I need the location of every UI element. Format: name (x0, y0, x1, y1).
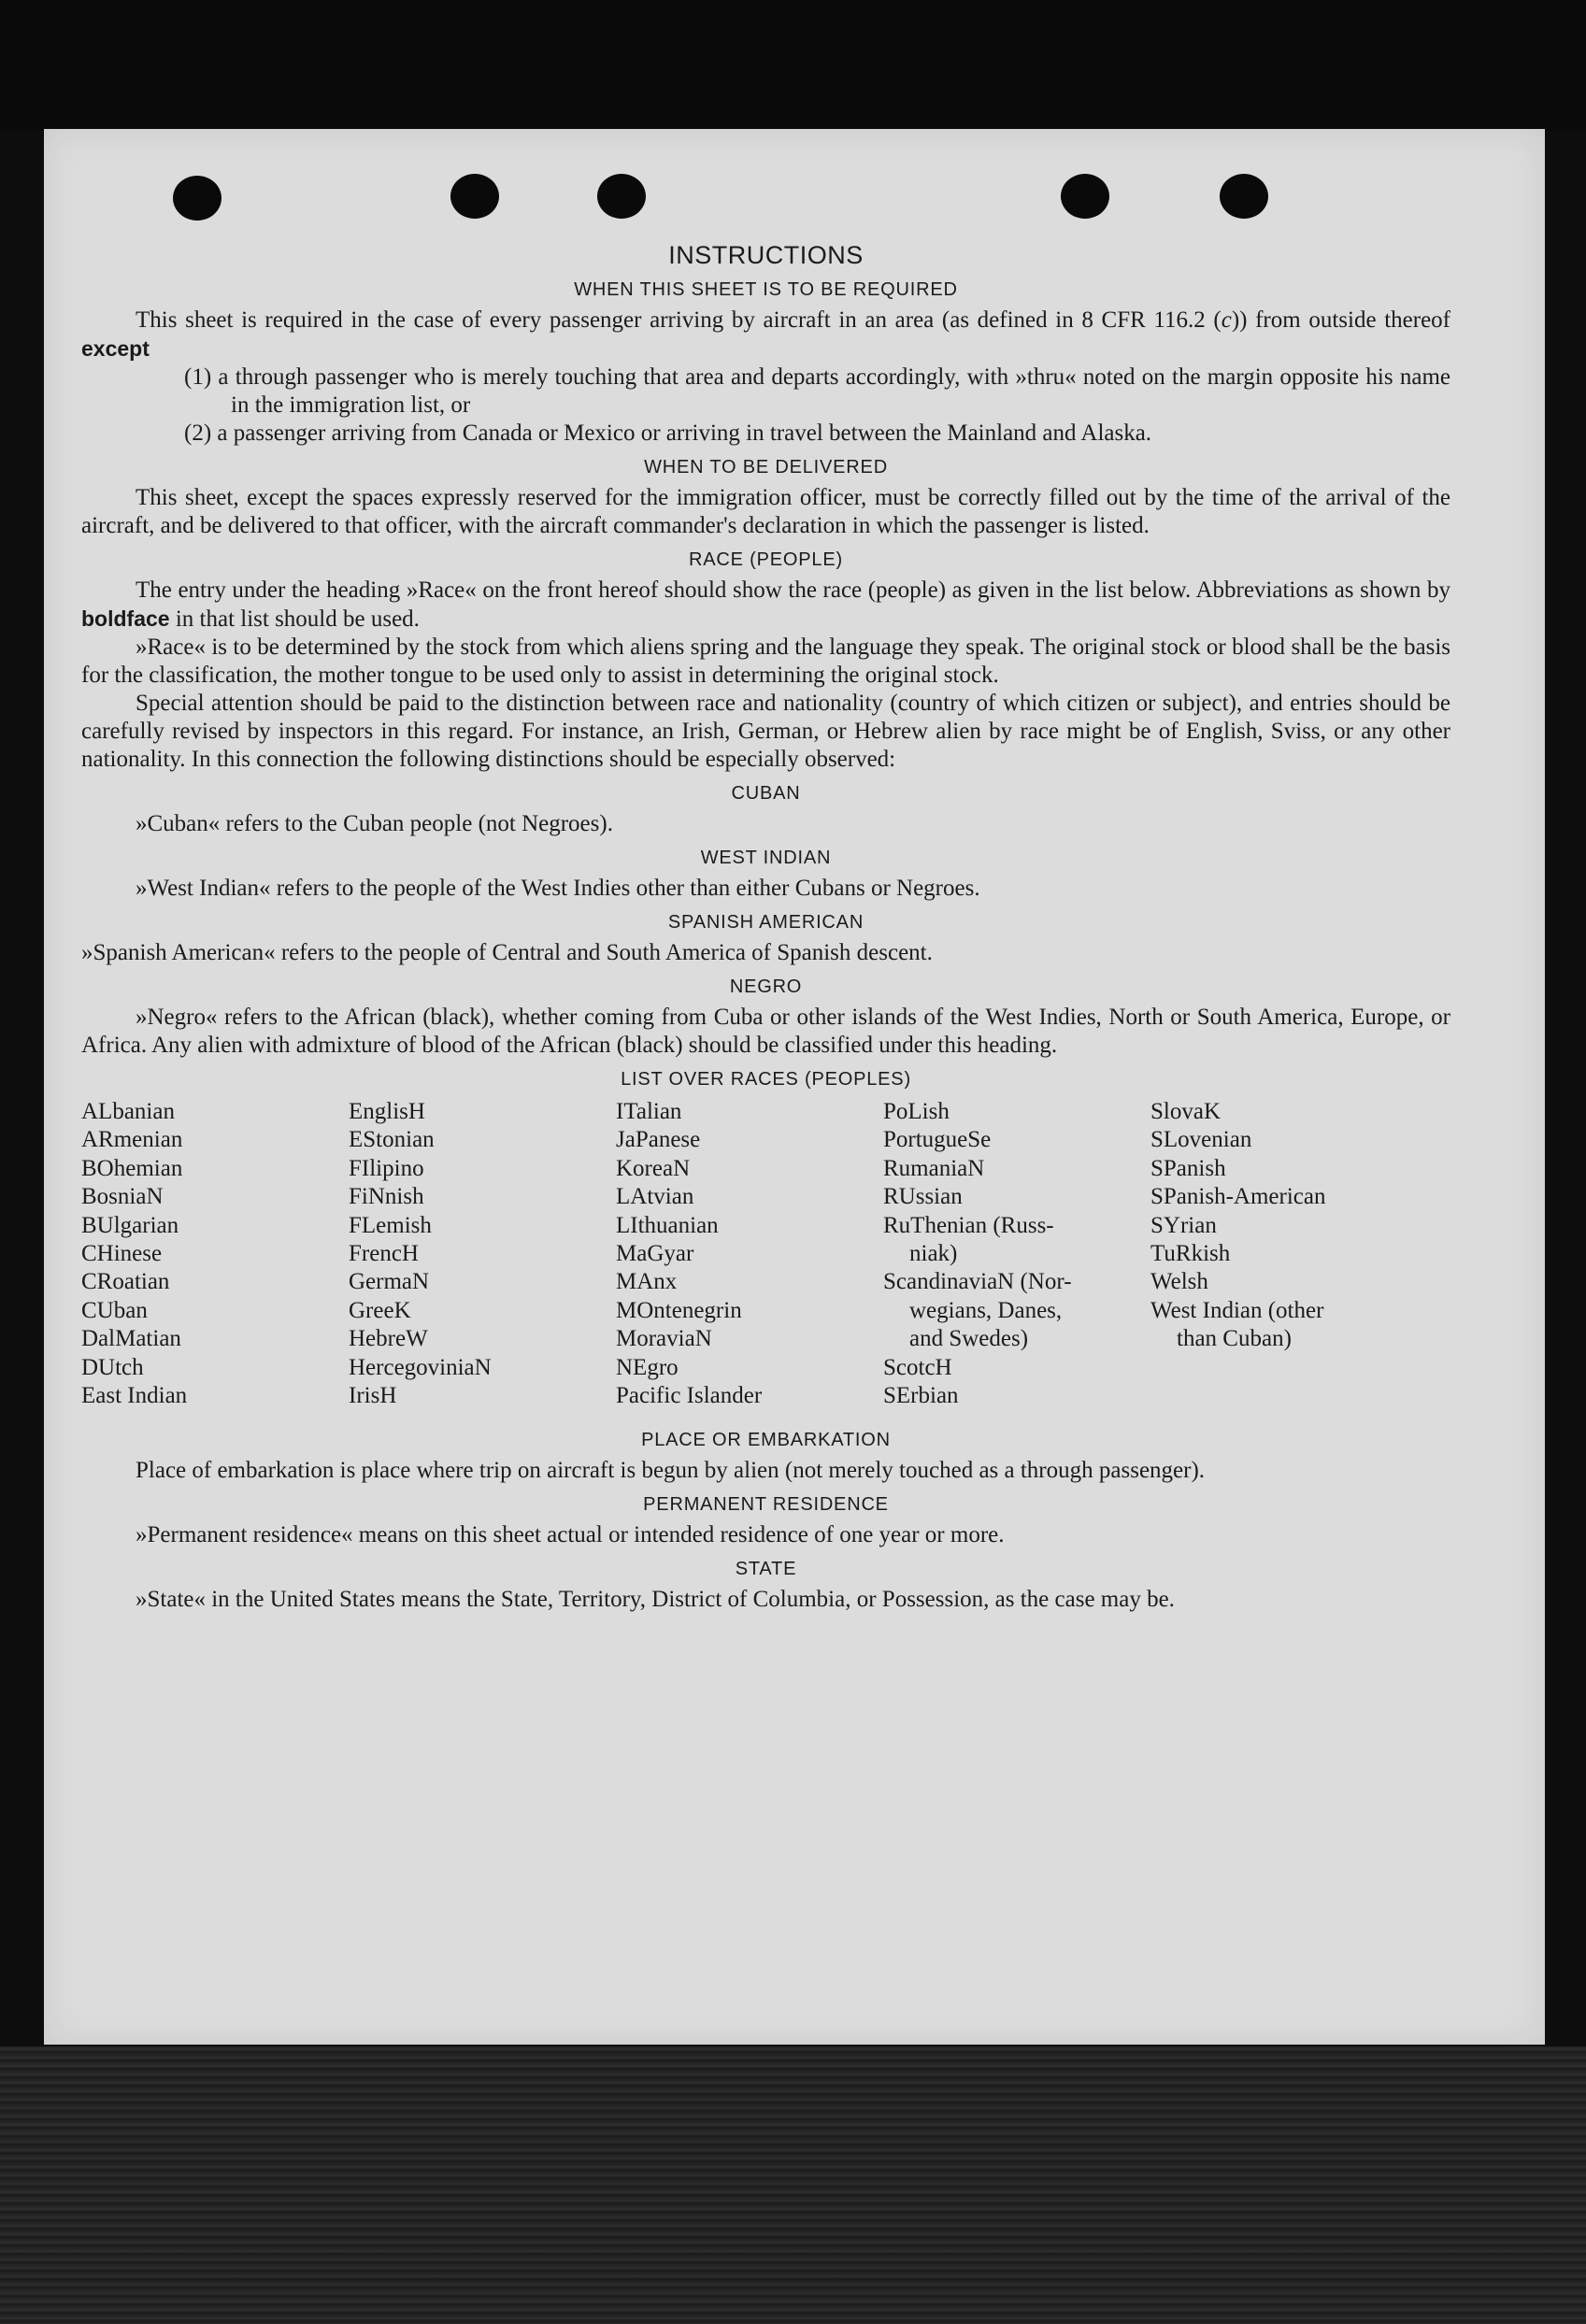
race-list-item: MOntenegrin (616, 1297, 742, 1323)
race-list-item: Welsh (1150, 1269, 1208, 1295)
race-list-item: RumaniaN (883, 1155, 985, 1181)
state-text: »State« in the United States means the State, Territory, District of Columbia, or Possession, as the case may be. (136, 1587, 1175, 1612)
section-heading-state: STATE (735, 1559, 797, 1579)
race-list-item: NEgro (616, 1354, 679, 1380)
race-list-item: and Swedes) (909, 1326, 1029, 1352)
section-heading-spanish-american: SPANISH AMERICAN (667, 912, 864, 933)
cuban-text: »Cuban« refers to the Cuban people (not Negroes). (136, 811, 613, 836)
except-bold: except (81, 336, 150, 361)
race-list-item: ScotcH (883, 1354, 952, 1380)
race-paragraph-3: Special attention should be paid to the distinction between race and nationality (country of which citizen or subject), and entries should be carefully revised by inspectors in this regard. For instance, an Irish, German, or Hebrew alien by race might be of English, Sviss, or any other nationality. In this connection the following distinctions should be especially observed: (81, 691, 1450, 772)
race-list-item: RUssian (883, 1184, 963, 1210)
section-heading-races-list: LIST OVER RACES (PEOPLES) (621, 1069, 911, 1090)
race-list-item: CHinese (81, 1241, 163, 1267)
required-item-1: (1) a through passenger who is merely touching that area and departs accordingly, with »thru« noted on the margin opposite his name in the immigration list, or (184, 364, 1450, 418)
race-list-item: ALbanian (81, 1099, 175, 1124)
section-heading-delivered: WHEN TO BE DELIVERED (644, 457, 888, 478)
race-list-item: TuRkish (1150, 1241, 1231, 1267)
punch-hole (450, 174, 499, 219)
races-list (81, 1098, 1450, 1420)
race-list-item: FLemish (349, 1212, 432, 1238)
race-list-item: JaPanese (616, 1127, 701, 1153)
race-p1-text-2: in that list should be used. (169, 606, 420, 632)
race-list-item: than Cuban) (1177, 1326, 1292, 1352)
race-list-item: KoreaN (616, 1155, 691, 1181)
race-list-item: Pacific Islander (616, 1383, 763, 1409)
races-column-2 (349, 1098, 492, 1410)
race-list-item: ARmenian (81, 1127, 183, 1153)
race-list-item: GreeK (349, 1297, 411, 1323)
section-heading-west-indian: WEST INDIAN (700, 848, 832, 868)
scan-background-bottom (0, 2046, 1586, 2324)
required-intro-text: This sheet is required in the case of every passenger arriving by aircraft in an area (as defined in 8 CFR 116.2 ( (136, 307, 1222, 333)
race-list-item: SYrian (1150, 1212, 1217, 1238)
required-intro-text-2: )) from outside thereof (1231, 307, 1450, 333)
race-list-item: PortugueSe (883, 1127, 992, 1153)
page-title: INSTRUCTIONS (668, 241, 864, 269)
race-list-item: MaGyar (616, 1241, 694, 1267)
section-heading-embarkation: PLACE OR EMBARKATION (641, 1430, 891, 1450)
instructions-content (81, 241, 1450, 1614)
race-list-item: DUtch (81, 1354, 144, 1380)
race-list-item: ITalian (616, 1099, 682, 1124)
required-intro-italic: c (1221, 307, 1232, 333)
race-p1-text: The entry under the heading »Race« on the front hereof should show the race (people) as given in the list below. Abbreviations as shown by (136, 577, 1450, 603)
punch-hole (1220, 174, 1268, 219)
document-sheet (44, 129, 1545, 2045)
race-list-item: wegians, Danes, (909, 1297, 1063, 1323)
section-heading-negro: NEGRO (729, 977, 803, 997)
embarkation-text: Place of embarkation is place where trip on aircraft is begun by alien (not merely touched as a through passenger). (136, 1458, 1206, 1483)
race-list-item: MoraviaN (616, 1326, 712, 1352)
west-indian-text: »West Indian« refers to the people of the West Indies other than either Cubans or Negroes. (136, 876, 980, 901)
races-column-5 (1150, 1098, 1325, 1354)
residence-text: »Permanent residence« means on this sheet actual or intended residence of one year or more. (136, 1522, 1005, 1547)
section-heading-residence: PERMANENT RESIDENCE (643, 1494, 889, 1515)
race-list-item: DalMatian (81, 1326, 181, 1352)
race-list-item: BUlgarian (81, 1212, 179, 1238)
race-list-item: FiNnish (349, 1184, 424, 1210)
race-list-item: CRoatian (81, 1269, 170, 1295)
scan-background-top (0, 0, 1586, 131)
section-heading-race: RACE (PEOPLE) (689, 549, 843, 570)
race-list-item: LAtvian (616, 1184, 694, 1210)
race-list-item: niak) (909, 1241, 958, 1267)
required-item-2: (2) a passenger arriving from Canada or Mexico or arriving in travel between the Mainland and Alaska. (184, 421, 1152, 446)
required-intro (81, 307, 1450, 364)
section-heading-required: WHEN THIS SHEET IS TO BE REQUIRED (574, 279, 958, 300)
spanish-american-text: »Spanish American« refers to the people of Central and South America of Spanish descent. (81, 940, 933, 965)
negro-text: »Negro« refers to the African (black), whether coming from Cuba or other islands of the West Indies, North or South America, Europe, or Africa. Any alien with admixture of blood of the African (black) should be classified under this heading. (81, 1005, 1450, 1058)
punch-hole (173, 176, 221, 221)
race-list-item: BosniaN (81, 1184, 164, 1210)
race-list-item: BOhemian (81, 1155, 183, 1181)
race-paragraph-1 (81, 577, 1450, 634)
race-list-item: EStonian (349, 1127, 435, 1153)
race-list-item: PoLish (883, 1099, 950, 1124)
punch-hole (597, 174, 646, 219)
race-list-item: ScandinaviaN (Nor- (883, 1269, 1072, 1295)
race-list-item: EnglisH (349, 1099, 425, 1124)
delivered-text: This sheet, except the spaces expressly reserved for the immigration officer, must be correctly filled out by the time of the arrival of the aircraft, and be delivered to that officer, with the aircraft commander's declaration in which the passenger is listed. (81, 485, 1450, 538)
races-column-4 (883, 1098, 1072, 1410)
race-list-item: HercegoviniaN (349, 1354, 492, 1380)
race-list-item: FIlipino (349, 1155, 424, 1181)
races-column-3 (616, 1098, 762, 1410)
section-heading-cuban: CUBAN (731, 783, 801, 804)
race-list-item: SlovaK (1150, 1099, 1221, 1124)
boldface-word: boldface (81, 606, 170, 631)
race-list-item: SLovenian (1150, 1127, 1252, 1153)
race-list-item: SErbian (883, 1383, 959, 1409)
race-list-item: GermaN (349, 1269, 430, 1295)
race-list-item: CUban (81, 1297, 148, 1323)
race-list-item: FrencH (349, 1241, 419, 1267)
race-list-item: HebreW (349, 1326, 428, 1352)
races-column-1 (81, 1098, 187, 1410)
race-paragraph-2: »Race« is to be determined by the stock from which aliens spring and the language they speak. The original stock or blood shall be the basis for the classification, the mother tongue to be used only to assist in determining the original stock. (81, 634, 1450, 688)
race-list-item: LIthuanian (616, 1212, 719, 1238)
race-list-item: West Indian (other (1150, 1297, 1324, 1323)
race-list-item: IrisH (349, 1383, 397, 1409)
race-list-item: East Indian (81, 1383, 188, 1409)
punch-hole (1061, 174, 1109, 219)
race-list-item: RuThenian (Russ- (883, 1212, 1054, 1238)
race-list-item: SPanish (1150, 1155, 1226, 1181)
race-list-item: MAnx (616, 1269, 678, 1295)
race-list-item: SPanish-American (1150, 1184, 1326, 1210)
